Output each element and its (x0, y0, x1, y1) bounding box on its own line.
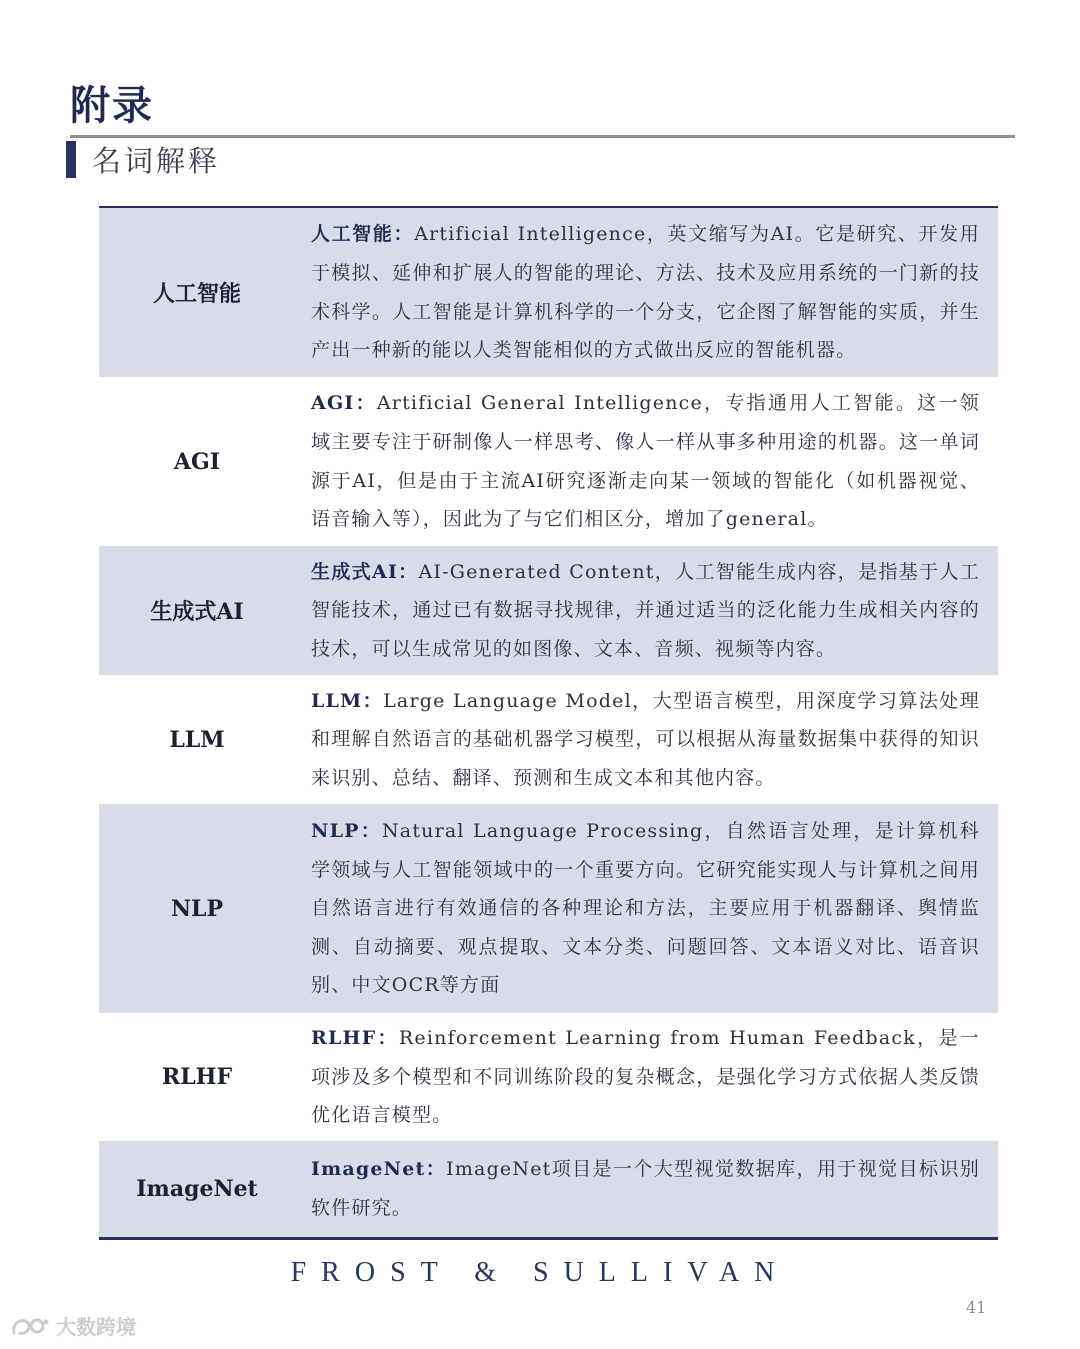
glossary-definition (295, 1019, 998, 1135)
glossary-row (99, 804, 998, 1013)
watermark-logo-icon (10, 1313, 50, 1341)
section-marker (66, 141, 76, 178)
definition-key: LLM： (311, 689, 384, 712)
glossary-definition (295, 384, 998, 538)
definition-text: Reinforcement Learning from Human Feedback，是一项涉及多个模型和不同训练阶段的复杂概念，是强化学习方式依据人类反馈优化语言模型。 (311, 1027, 981, 1127)
glossary-table (99, 206, 998, 1240)
glossary-definition (295, 1150, 998, 1227)
title-divider (70, 135, 1015, 138)
glossary-term: 人工智能 (152, 281, 241, 307)
glossary-definition (295, 812, 998, 1005)
glossary-term: 生成式AI (150, 599, 244, 625)
definition-text: Large Language Model，大型语言模型，用深度学习算法处理和理解自然语言的基础机器学习模型，可以根据从海量数据集中获得的知识来识别、总结、翻译、预测和生成文本和其他内容。 (311, 689, 980, 789)
glossary-term: RLHF (161, 1064, 233, 1090)
page-title: 附录 (70, 82, 154, 129)
glossary-definition (295, 553, 998, 669)
glossary-definition (295, 682, 998, 798)
definition-text: Natural Language Processing，自然语言处理，是计算机科学领域与人工智能领域中的一个重要方向。它研究能实现人与计算机之间用自然语言进行有效通信的各种理论和方法，主要应用于机器翻译、舆情监测、自动摘要、观点提取、文本分类、问题回答、文本语义对比、语音识别、中文OCR等方面 (311, 820, 980, 997)
definition-text: AI-Generated Content，人工智能生成内容，是指基于人工智能技术，通过已有数据寻找规律，并通过适当的泛化能力生成相关内容的技术，可以生成常见的如图像、文本、音频、视频等内容。 (311, 560, 980, 660)
definition-text: ImageNet项目是一个大型视觉数据库，用于视觉目标识别软件研究。 (311, 1158, 980, 1219)
watermark (10, 1313, 136, 1341)
glossary-definition (295, 215, 998, 369)
glossary-row (99, 675, 998, 804)
glossary-term: ImageNet (136, 1176, 258, 1202)
glossary-term: LLM (169, 726, 225, 753)
glossary-term: NLP (170, 895, 224, 922)
brand-logo: FROST & SULLIVAN (290, 1257, 790, 1288)
glossary-row (99, 377, 998, 546)
definition-key: 人工智能： (311, 223, 415, 246)
glossary-row (99, 208, 998, 377)
page-number: 41 (966, 1298, 987, 1317)
glossary-row (99, 1013, 998, 1141)
definition-key: AGI： (311, 392, 377, 415)
definition-key: 生成式AI： (311, 560, 419, 583)
watermark-text: 大数跨境 (56, 1315, 136, 1339)
definition-key: RLHF： (311, 1027, 399, 1050)
definition-text: Artificial General Intelligence，专指通用人工智能。这一领域主要专注于研制像人一样思考、像人一样从事多种用途的机器。这一单词源于AI，但是由于主流AI研究逐渐走向某一领域的智能化（如机器视觉、语音输入等），因此为了与它们相区分，增加了general。 (311, 392, 980, 531)
definition-key: NLP： (311, 820, 382, 843)
definition-key: ImageNet： (311, 1158, 447, 1181)
section-title: 名词解释 (92, 144, 221, 178)
glossary-term: AGI (173, 448, 221, 475)
definition-text: Artificial Intelligence，英文缩写为AI。它是研究、开发用于模拟、延伸和扩展人的智能的理论、方法、技术及应用系统的一门新的技术科学。人工智能是计算机科学的一个分支，它企图了解智能的实质，并生产出一种新的能以人类智能相似的方式做出反应的智能机器。 (311, 223, 980, 362)
glossary-row (99, 546, 998, 675)
glossary-row (99, 1141, 998, 1237)
